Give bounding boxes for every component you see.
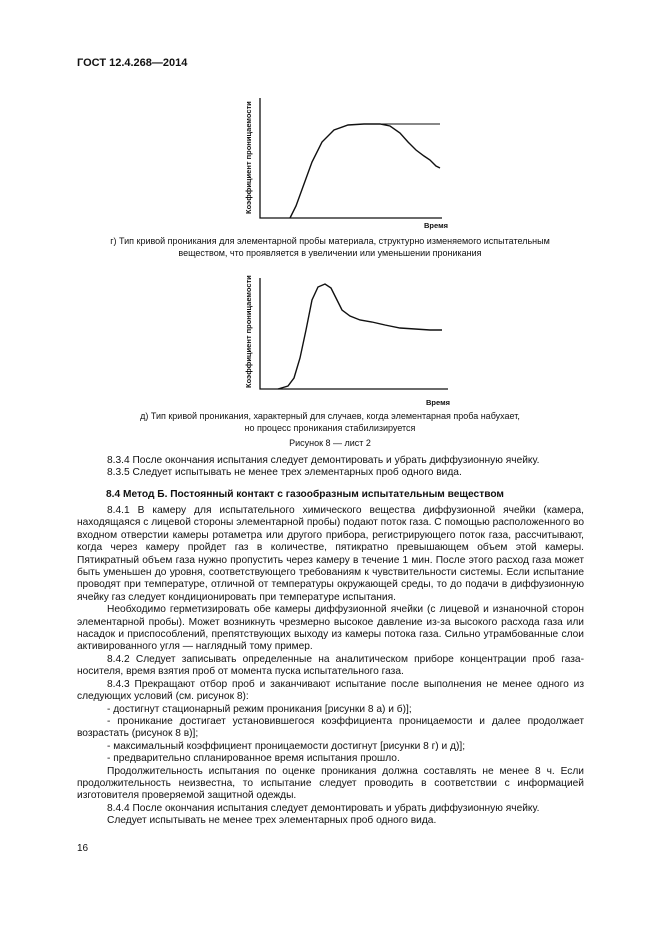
figure-g-caption xyxy=(95,235,565,259)
paragraph: 8.3.4 После окончания испытания следует демонтировать и убрать диффузионную ячейку. xyxy=(107,455,540,466)
figure-g-ylabel: Коэффициент проницаемости xyxy=(244,101,253,214)
section-body xyxy=(77,505,584,828)
figure-g-caption-line1: г) Тип кривой проникания для элементарной пробы материала, структурно изменяемого испытательным xyxy=(110,236,550,246)
figure-title: Рисунок 8 — лист 2 xyxy=(289,438,371,448)
section-title: 8.4 Метод Б. Постоянный контакт с газообразным испытательным веществом xyxy=(106,489,504,500)
figure-d-plot xyxy=(230,270,460,415)
paragraph: Следует испытывать не менее трех элементарных проб одного вида. xyxy=(107,815,437,827)
paragraph: 8.4.1 В камеру для испытательного химического вещества диффузионной ячейки (камера, находящаяся с лицевой стороны элементарной пробы) подают поток газа. С помощью расположенного во входном отверстии камеры ротаметра или другого прибора, регистрирующего поток газа, рассчитывают, когда через камеру пройдет газ в количестве, пятикратно превышающем объем этой камеры. Пятикратный объем газа нужно пропустить через камеру в течение 1 мин. После этого расход газа может быть уменьшен до уровня, соответствующего требованиям к чувствительности системы. Если испытание проводят при температуре, отличной от температуры окружающей среды, то до подачи в диффузионную ячейку газ следует кондиционировать при температуре испытания. xyxy=(77,505,584,603)
figure-g xyxy=(230,88,460,228)
paragraph: 8.3.5 Следует испытывать не менее трех элементарных проб одного вида. xyxy=(107,467,462,479)
figure-d-curve xyxy=(278,284,442,389)
paragraph: Продолжительность испытания по оценке проникания должна составлять не менее 8 ч. Если продолжительность неизвестна, то испытание следует проводить в соответствии с информацией изготовителя проверяемой защитной одежды. xyxy=(77,765,584,802)
figure-d-caption-line1: д) Тип кривой проникания, характерный для случаев, когда элементарная проба набухает, xyxy=(140,411,520,421)
figure-g-plot xyxy=(230,88,460,228)
list-item: - предварительно спланированное время испытания прошло. xyxy=(107,753,400,765)
list-item: - максимальный коэффициент проницаемости достигнут [рисунки 8 г) и д)]; xyxy=(107,740,466,752)
paragraph: Необходимо герметизировать обе камеры диффузионной ячейки (с лицевой и изнаночной сторон элементарной пробы). Может возникнуть чрезмерно высокое давление из-за высокого расхода газа или насадок и приспособлений, препятствующих выходу из камеры потока газа. Сильно утрамбованные слои активированного угля — наглядный тому пример. xyxy=(77,604,584,653)
paragraph: 8.4.4 После окончания испытания следует демонтировать и убрать диффузионную ячейку. xyxy=(107,802,540,814)
list-item: - достигнут стационарный режим проникания [рисунки 8 а) и б)]; xyxy=(107,703,412,715)
figure-g-caption-line2: веществом, что проявляется в увеличении или уменьшении проникания xyxy=(178,248,482,258)
figure-g-curve xyxy=(290,124,440,218)
figure-d xyxy=(230,270,460,415)
figure-d-caption xyxy=(95,410,565,434)
top-paragraphs xyxy=(77,455,584,480)
figure-d-axes xyxy=(260,278,448,389)
list-item: - проникание достигает установившегося коэффициента проницаемости и далее продолжает возрастать (рисунок 8 в)]; xyxy=(77,715,584,740)
figure-g-xlabel: Время xyxy=(424,221,448,230)
paragraph: 8.4.2 Следует записывать определенные на аналитическом приборе концентрации проб газа-носителя, время взятия проб от момента пуска испытательного газа. xyxy=(77,653,584,678)
figure-d-xlabel: Время xyxy=(426,398,450,407)
page-number: 16 xyxy=(77,843,89,854)
paragraph: 8.4.3 Прекращают отбор проб и заканчивают испытание после выполнения не менее одного из следующих условий (см. рисунок 8): xyxy=(77,678,584,703)
document-header: ГОСТ 12.4.268—2014 xyxy=(77,57,188,69)
figure-g-axes xyxy=(260,98,442,218)
figure-d-ylabel: Коэффициент проницаемости xyxy=(244,275,253,388)
figure-d-caption-line2: но процесс проникания стабилизируется xyxy=(244,423,416,433)
